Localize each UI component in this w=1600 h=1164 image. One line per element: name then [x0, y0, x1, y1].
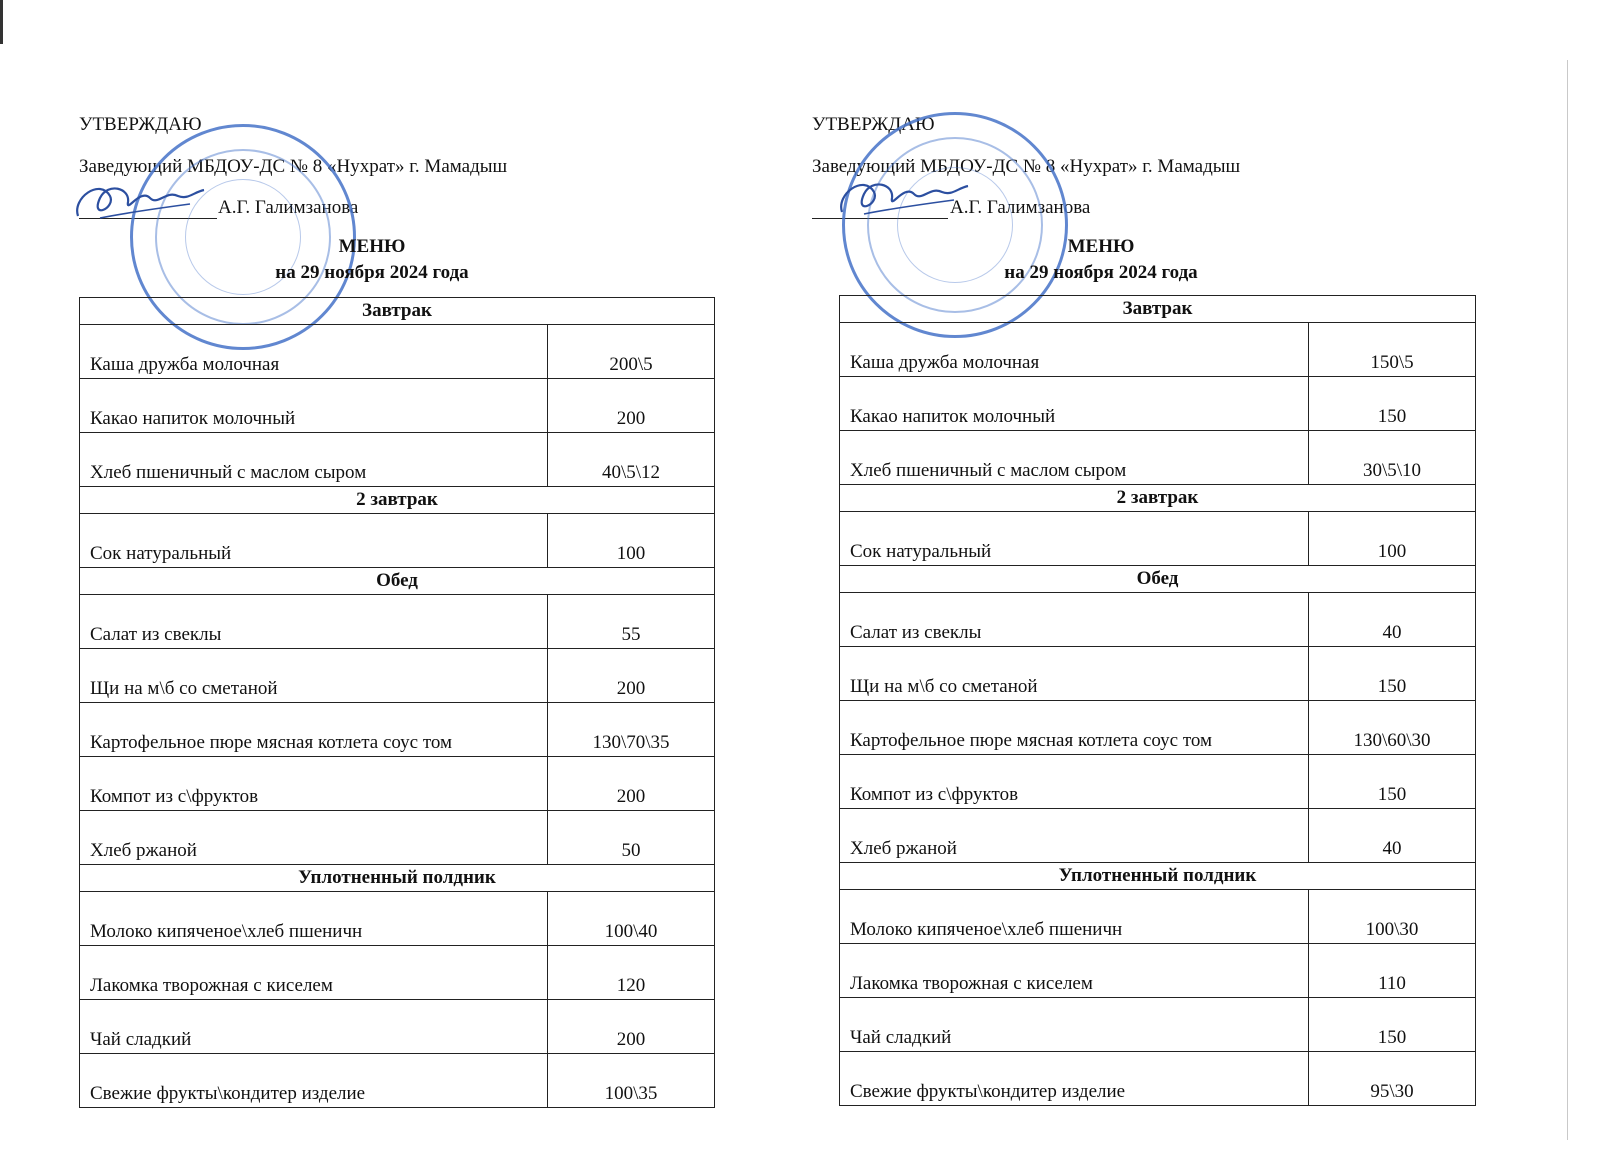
dish-name: Хлеб ржаной — [80, 811, 548, 865]
table-row — [80, 1054, 715, 1108]
table-row — [840, 323, 1476, 377]
dish-quantity: 55 — [548, 595, 715, 649]
dish-name: Свежие фрукты\кондитер изделие — [840, 1052, 1309, 1106]
table-row — [840, 647, 1476, 701]
dish-quantity: 100 — [548, 514, 715, 568]
table-row — [840, 944, 1476, 998]
dish-quantity: 200 — [548, 757, 715, 811]
section-row — [80, 487, 715, 514]
signature-scribble — [70, 168, 210, 228]
dish-name: Лакомка творожная с киселем — [80, 946, 548, 1000]
dish-name: Хлеб ржаной — [840, 809, 1309, 863]
dish-quantity: 200\5 — [548, 325, 715, 379]
dish-name: Хлеб пшеничный с маслом сыром — [840, 431, 1309, 485]
dish-quantity: 100\40 — [548, 892, 715, 946]
approval-heading: УТВЕРЖДАЮ — [79, 114, 202, 135]
table-row — [840, 512, 1476, 566]
table-row — [80, 379, 715, 433]
dish-name: Сок натуральный — [840, 512, 1309, 566]
dish-quantity: 150 — [1309, 647, 1476, 701]
dish-name: Какао напиток молочный — [840, 377, 1309, 431]
table-row — [840, 701, 1476, 755]
scan-edge-line — [1567, 60, 1568, 1140]
dish-name: Щи на м\б со сметаной — [80, 649, 548, 703]
dish-quantity: 120 — [548, 946, 715, 1000]
table-row — [80, 325, 715, 379]
dish-quantity: 200 — [548, 379, 715, 433]
menu-title: МЕНЮ — [338, 236, 406, 257]
dish-name: Салат из свеклы — [80, 595, 548, 649]
dish-quantity: 130\60\30 — [1309, 701, 1476, 755]
menu-table — [79, 297, 715, 1108]
dish-quantity: 200 — [548, 649, 715, 703]
dish-quantity: 130\70\35 — [548, 703, 715, 757]
dish-name: Чай сладкий — [80, 1000, 548, 1054]
dish-name: Компот из с\фруктов — [80, 757, 548, 811]
table-row — [80, 433, 715, 487]
section-row — [840, 566, 1476, 593]
dish-name: Салат из свеклы — [840, 593, 1309, 647]
dish-quantity: 150 — [1309, 755, 1476, 809]
dish-name: Каша дружба молочная — [840, 323, 1309, 377]
table-row — [840, 755, 1476, 809]
dish-quantity: 100\30 — [1309, 890, 1476, 944]
section-row — [840, 863, 1476, 890]
section-row — [80, 568, 715, 595]
section-heading: 2 завтрак — [840, 485, 1476, 512]
table-row — [80, 595, 715, 649]
dish-name: Чай сладкий — [840, 998, 1309, 1052]
signature-scribble — [834, 164, 974, 224]
section-heading: Завтрак — [80, 298, 715, 325]
table-row — [80, 757, 715, 811]
table-row — [840, 998, 1476, 1052]
dish-name: Хлеб пшеничный с маслом сыром — [80, 433, 548, 487]
scan-edge-mark — [0, 0, 3, 44]
dish-quantity: 50 — [548, 811, 715, 865]
dish-quantity: 200 — [548, 1000, 715, 1054]
dish-name: Каша дружба молочная — [80, 325, 548, 379]
menu-title: МЕНЮ — [1067, 236, 1135, 257]
dish-quantity: 40 — [1309, 809, 1476, 863]
table-row — [840, 593, 1476, 647]
director-line: Заведующий МБДОУ-ДС № 8 «Нухрат» г. Мамадыш — [812, 156, 1241, 177]
table-row — [840, 377, 1476, 431]
dish-name: Картофельное пюре мясная котлета соус том — [80, 703, 548, 757]
dish-quantity: 40\5\12 — [548, 433, 715, 487]
table-row — [80, 703, 715, 757]
dish-name: Лакомка творожная с киселем — [840, 944, 1309, 998]
dish-quantity: 95\30 — [1309, 1052, 1476, 1106]
dish-quantity: 150 — [1309, 377, 1476, 431]
section-row — [80, 865, 715, 892]
table-row — [80, 811, 715, 865]
section-row — [80, 298, 715, 325]
section-heading: Уплотненный полдник — [840, 863, 1476, 890]
dish-name: Сок натуральный — [80, 514, 548, 568]
dish-quantity: 100 — [1309, 512, 1476, 566]
section-row — [840, 296, 1476, 323]
approval-heading: УТВЕРЖДАЮ — [812, 114, 935, 135]
menu-date: на 29 ноября 2024 года — [1004, 262, 1198, 283]
section-heading: Обед — [840, 566, 1476, 593]
table-row — [840, 1052, 1476, 1106]
dish-quantity: 110 — [1309, 944, 1476, 998]
dish-name: Молоко кипяченое\хлеб пшеничн — [840, 890, 1309, 944]
dish-quantity: 150 — [1309, 998, 1476, 1052]
dish-quantity: 40 — [1309, 593, 1476, 647]
section-heading: 2 завтрак — [80, 487, 715, 514]
dish-name: Компот из с\фруктов — [840, 755, 1309, 809]
dish-quantity: 150\5 — [1309, 323, 1476, 377]
section-heading: Уплотненный полдник — [80, 865, 715, 892]
director-line: Заведующий МБДОУ-ДС № 8 «Нухрат» г. Мамадыш — [79, 156, 508, 177]
section-row — [840, 485, 1476, 512]
table-row — [80, 649, 715, 703]
dish-name: Щи на м\б со сметаной — [840, 647, 1309, 701]
dish-quantity: 30\5\10 — [1309, 431, 1476, 485]
table-row — [80, 1000, 715, 1054]
table-row — [80, 946, 715, 1000]
dish-name: Картофельное пюре мясная котлета соус том — [840, 701, 1309, 755]
dish-name: Молоко кипяченое\хлеб пшеничн — [80, 892, 548, 946]
dish-quantity: 100\35 — [548, 1054, 715, 1108]
section-heading: Завтрак — [840, 296, 1476, 323]
table-row — [80, 514, 715, 568]
signatory-name: А.Г. Галимзанова — [218, 197, 359, 218]
section-heading: Обед — [80, 568, 715, 595]
table-row — [840, 431, 1476, 485]
menu-table — [839, 295, 1476, 1106]
menu-date: на 29 ноября 2024 года — [275, 262, 469, 283]
dish-name: Какао напиток молочный — [80, 379, 548, 433]
table-row — [840, 809, 1476, 863]
signatory-name: А.Г. Галимзанова — [950, 197, 1091, 218]
table-row — [840, 890, 1476, 944]
table-row — [80, 892, 715, 946]
dish-name: Свежие фрукты\кондитер изделие — [80, 1054, 548, 1108]
